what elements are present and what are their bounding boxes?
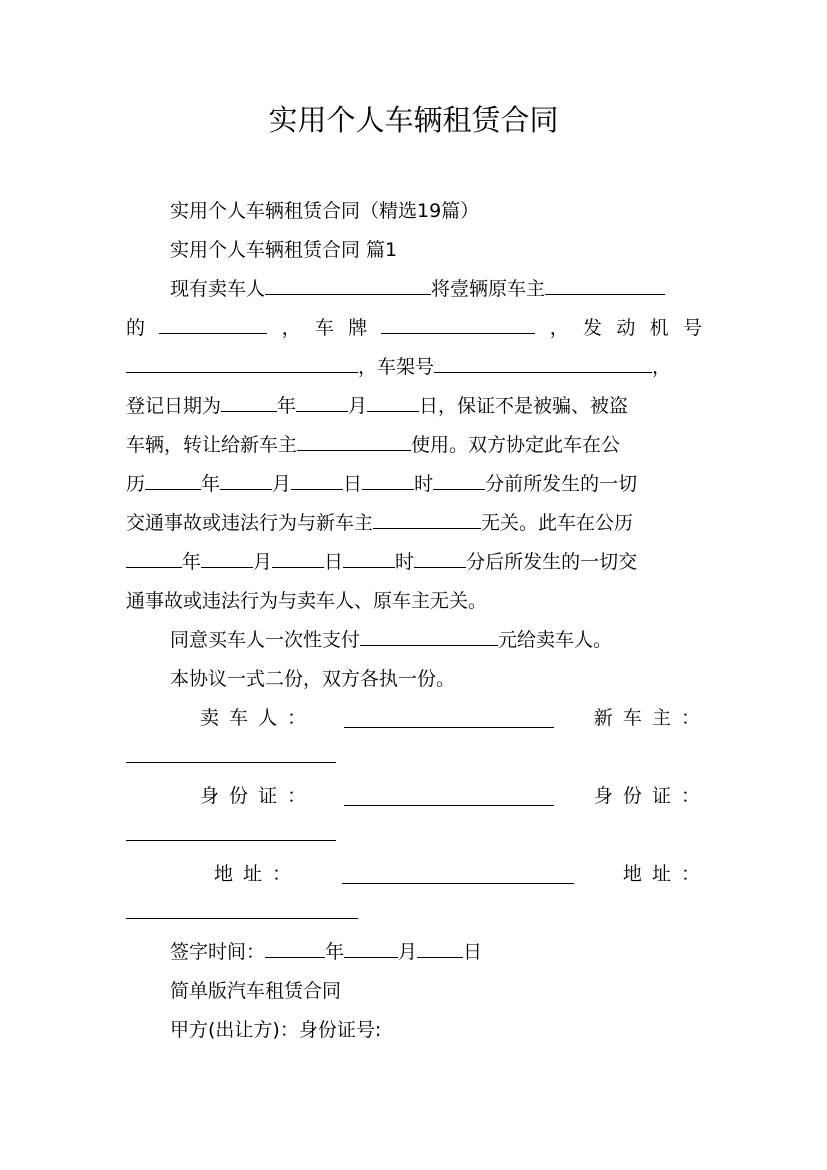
year-blank — [126, 551, 182, 568]
comma: ， — [652, 356, 672, 378]
text-day: 日 — [324, 551, 344, 573]
text-month: 月 — [348, 395, 368, 417]
text-accidents: 交通事故或违法行为与新车主 — [126, 512, 374, 534]
text-year: 年 — [182, 551, 202, 573]
text-vehicle-transfer: 将壹辆原车主 — [431, 278, 546, 300]
paragraph-line-5 — [126, 432, 702, 458]
engine-number-blank — [126, 356, 358, 373]
plate-number-blank — [381, 317, 535, 334]
paragraph-line-7 — [126, 510, 702, 536]
text-day: 日 — [463, 941, 483, 963]
text-agreement: 使用。双方协定此车在公 — [411, 434, 621, 456]
new-owner-blank — [297, 434, 411, 451]
copies-line: 本协议一式二份，双方各执一份。 — [170, 668, 456, 690]
year-blank — [221, 395, 277, 412]
month-blank — [344, 941, 398, 958]
address-label-new-owner: 地 址 ： — [622, 863, 702, 885]
frame-number-blank — [434, 356, 652, 373]
text-guarantee: 日，保证不是被骗、被盗 — [419, 395, 629, 417]
text-seller-intro: 现有卖车人 — [170, 278, 266, 300]
new-owner-address-line — [126, 900, 702, 926]
text-pai: 牌 — [348, 317, 368, 339]
hour-blank — [362, 473, 414, 490]
minute-blank — [433, 473, 485, 490]
hour-blank — [343, 551, 395, 568]
text-hao: 号 — [682, 317, 702, 339]
month-blank — [201, 551, 253, 568]
document-title: 实用个人车辆租赁合同 — [268, 103, 559, 137]
id-label-new-owner: 身 份 证 ： — [593, 785, 702, 807]
seller-id-blank — [344, 789, 554, 806]
text-ji: 机 — [649, 317, 669, 339]
paragraph-line-4 — [126, 393, 702, 419]
text-year: 年 — [277, 395, 297, 417]
paragraph-line-8 — [126, 549, 702, 575]
paragraph-line-3 — [126, 354, 702, 380]
document-subtitle: 实用个人车辆租赁合同（精选19篇） — [170, 200, 480, 222]
month-blank — [296, 395, 348, 412]
text-payment: 同意买车人一次性支付 — [170, 629, 361, 651]
text-month: 月 — [398, 941, 418, 963]
new-owner-blank — [373, 512, 481, 529]
text-year: 年 — [325, 941, 345, 963]
new-owner-signature-line — [126, 744, 702, 770]
text-frame-number: ，车架号 — [358, 356, 435, 378]
text-che: 车 — [314, 317, 334, 339]
text-month: 月 — [272, 473, 292, 495]
minute-blank — [414, 551, 466, 568]
seller-signature-blank — [344, 711, 554, 728]
month-blank — [220, 473, 272, 490]
comma: ， — [281, 317, 301, 339]
amount-blank — [360, 629, 498, 646]
new-owner-address-blank — [126, 902, 358, 919]
text-after: 分后所发生的一切交 — [466, 551, 638, 573]
day-blank — [367, 395, 419, 412]
payment-line — [170, 627, 702, 653]
text-transfer-to: 车辆，转让给新车主 — [126, 434, 298, 456]
new-owner-id-blank — [126, 824, 336, 841]
text-to-seller: 元给卖车人。 — [498, 629, 613, 651]
text-sign-time: 签字时间： — [170, 941, 266, 963]
seller-label: 卖 车 人 ： — [200, 707, 309, 729]
text-hour: 时 — [414, 473, 434, 495]
text-dong: 动 — [616, 317, 636, 339]
text-de: 的 — [126, 317, 146, 339]
id-label-seller: 身 份 证 ： — [200, 785, 309, 807]
seller-name-blank — [265, 278, 431, 295]
simple-contract-title: 简单版汽车租赁合同 — [170, 980, 342, 1002]
paragraph-line-1 — [170, 276, 702, 302]
paragraph-line-2 — [126, 315, 702, 341]
address-label-seller: 地 址 ： — [214, 863, 294, 885]
owner-name-blank — [159, 317, 267, 334]
section-heading: 实用个人车辆租赁合同 篇1 — [170, 239, 398, 261]
new-owner-signature-blank — [126, 746, 336, 763]
text-day: 日 — [343, 473, 363, 495]
day-blank — [417, 941, 463, 958]
text-hour: 时 — [395, 551, 415, 573]
text-before: 分前所发生的一切 — [485, 473, 638, 495]
new-owner-label: 新 车 主 ： — [593, 707, 702, 729]
sign-time-line — [170, 939, 702, 965]
paragraph-line-9: 通事故或违法行为与卖车人、原车主无关。 — [126, 590, 488, 612]
year-blank — [145, 473, 201, 490]
text-unrelated: 无关。此车在公历 — [481, 512, 634, 534]
paragraph-line-6 — [126, 471, 702, 497]
text-month: 月 — [253, 551, 273, 573]
party-a-line: 甲方(出让方)：身份证号: — [170, 1019, 382, 1041]
day-blank — [272, 551, 324, 568]
year-blank — [265, 941, 325, 958]
original-owner-blank — [545, 278, 665, 295]
day-blank — [291, 473, 343, 490]
text-li: 历 — [126, 473, 146, 495]
comma: ， — [549, 317, 569, 339]
new-owner-id-line — [126, 822, 702, 848]
text-register-date: 登记日期为 — [126, 395, 222, 417]
text-year: 年 — [201, 473, 221, 495]
seller-address-blank — [342, 867, 574, 884]
text-fa: 发 — [583, 317, 603, 339]
